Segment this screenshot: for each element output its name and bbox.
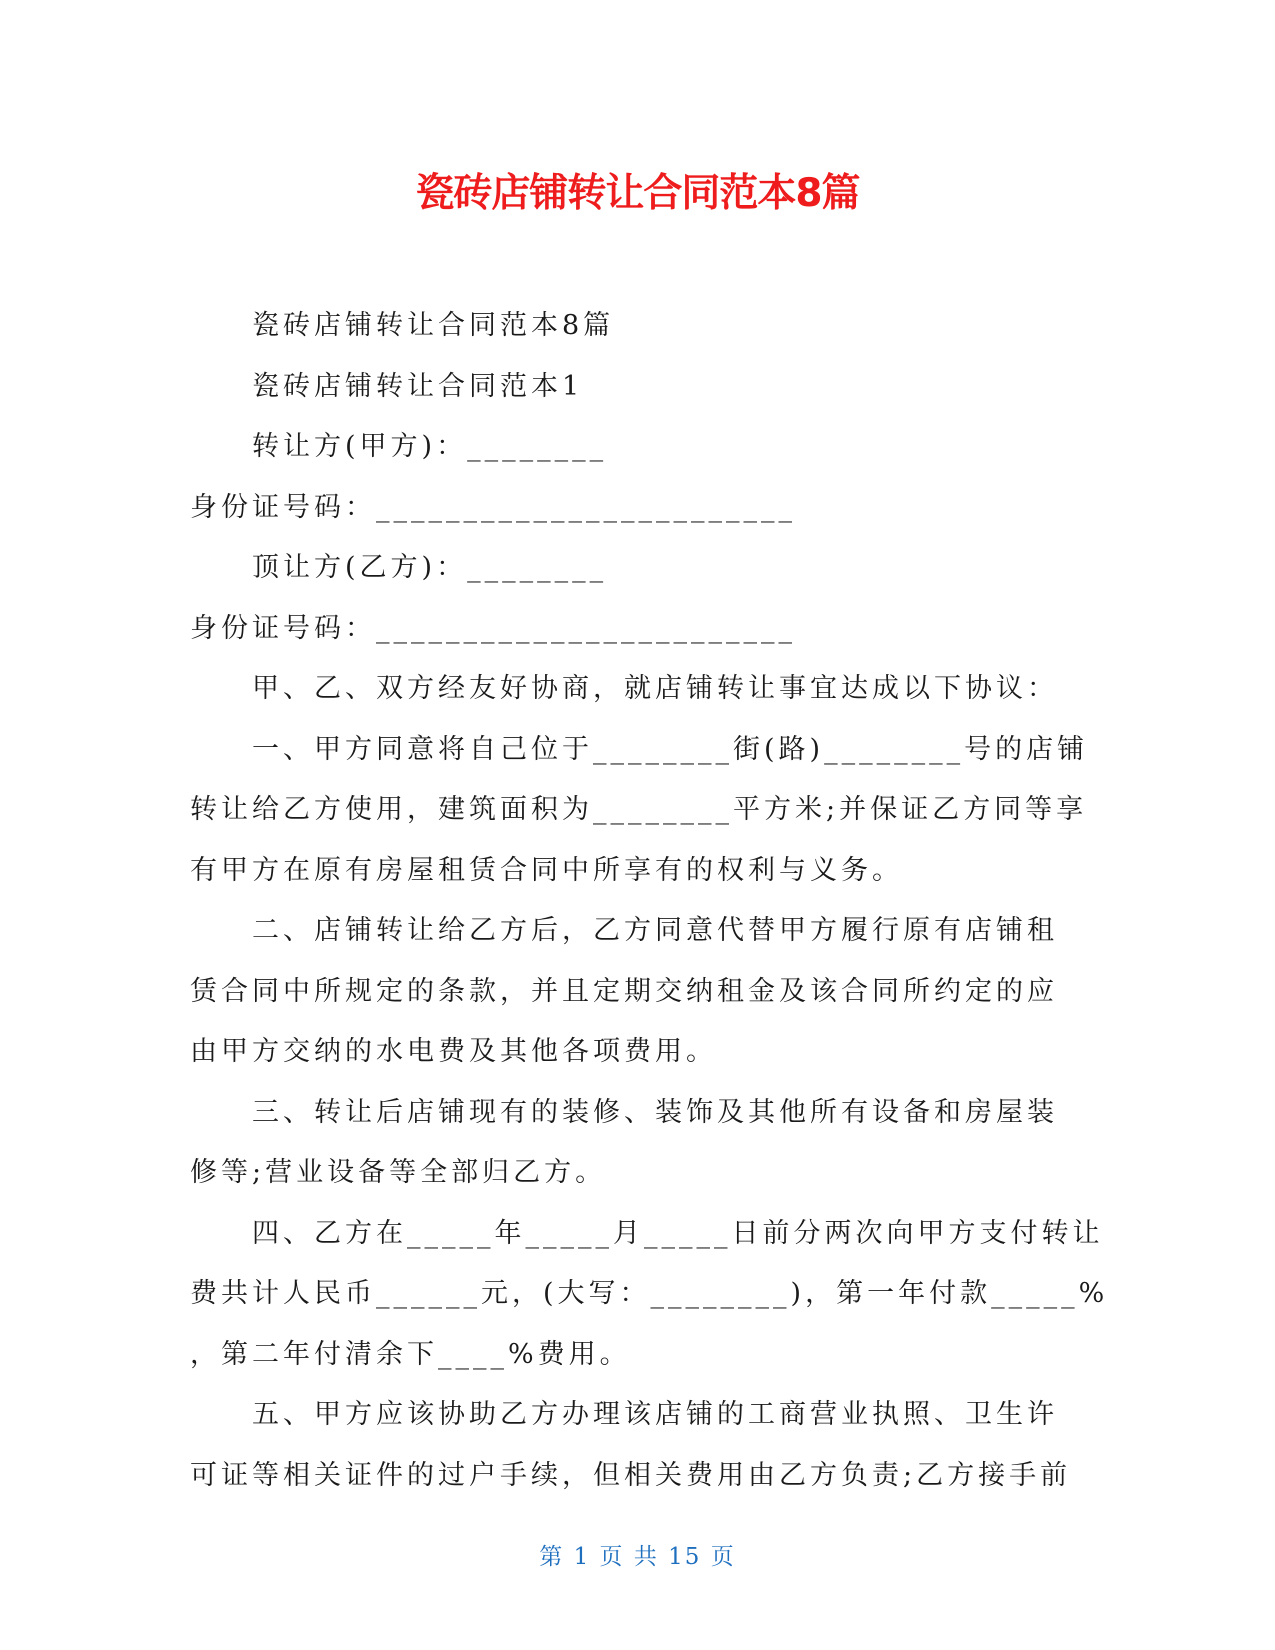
document-line: 转让方(甲方)：________	[252, 431, 608, 462]
document-line: 顶让方(乙方)：________	[252, 552, 608, 583]
document-line: 瓷砖店铺转让合同范本1	[252, 370, 584, 402]
document-line: 三、转让后店铺现有的装修、装饰及其他所有设备和房屋装	[252, 1096, 1058, 1128]
document-line: 转让给乙方使用，建筑面积为________平方米;并保证乙方同等享	[190, 794, 1088, 825]
document-title: 瓷砖店铺转让合同范本8篇	[415, 171, 860, 216]
document-line: ，第二年付清余下____%费用。	[190, 1338, 631, 1370]
document-line: 由甲方交纳的水电费及其他各项费用。	[190, 1036, 717, 1067]
document-line: 身份证号码：________________________	[190, 612, 796, 644]
document-line: 赁合同中所规定的条款，并且定期交纳租金及该合同所约定的应	[190, 975, 1058, 1007]
document-line: 甲、乙、双方经友好协商，就店铺转让事宜达成以下协议：	[252, 673, 1058, 704]
document-body	[190, 296, 1109, 1506]
document-line: 可证等相关证件的过户手续，但相关费用由乙方负责;乙方接手前	[190, 1459, 1072, 1491]
document-line: 费共计人民币______元，(大写：________)，第一年付款_____%	[190, 1278, 1109, 1309]
page-number-footer: 第 1 页 共 15 页	[539, 1544, 736, 1570]
document-line: 一、甲方同意将自己位于________街(路)________号的店铺	[252, 733, 1089, 765]
document-line: 四、乙方在_____年_____月_____日前分两次向甲方支付转让	[252, 1217, 1104, 1249]
document-line: 身份证号码：________________________	[190, 491, 796, 523]
document-line: 瓷砖店铺转让合同范本8篇	[252, 310, 615, 341]
document-line: 五、甲方应该协助乙方办理该店铺的工商营业执照、卫生许	[252, 1399, 1058, 1430]
document-line: 有甲方在原有房屋租赁合同中所享有的权利与义务。	[190, 854, 903, 886]
document-line: 修等;营业设备等全部归乙方。	[190, 1157, 607, 1188]
document-line: 二、店铺转让给乙方后，乙方同意代替甲方履行原有店铺租	[252, 915, 1058, 946]
